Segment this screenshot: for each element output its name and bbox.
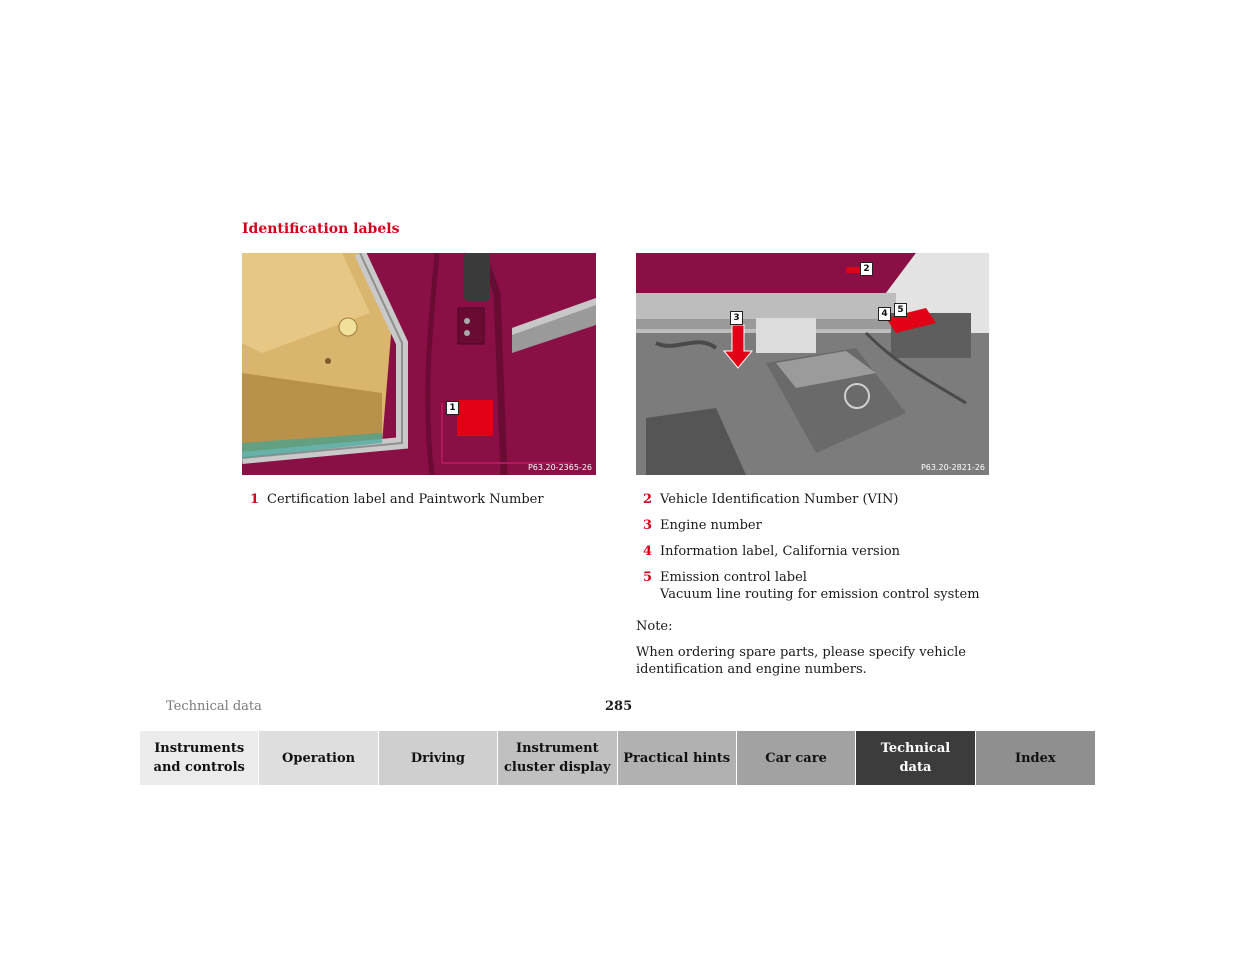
figure-code-right: P63.20-2821-26 bbox=[920, 463, 985, 472]
note-label: Note: bbox=[636, 619, 673, 634]
figure-code-left: P63.20-2365-26 bbox=[527, 463, 592, 472]
legend-text: Engine number bbox=[660, 518, 762, 533]
engine-bay-illustration bbox=[636, 253, 989, 475]
tab-operation[interactable]: Operation bbox=[259, 731, 378, 785]
legend-number: 3 bbox=[643, 518, 653, 533]
door-pillar-drawing bbox=[242, 253, 596, 475]
tab-car-care[interactable]: Car care bbox=[737, 731, 856, 785]
legend-item bbox=[636, 491, 996, 508]
callout-4: 4 bbox=[878, 307, 891, 321]
legend-right bbox=[636, 491, 996, 612]
door-pillar-illustration bbox=[242, 253, 596, 475]
section-title: Identification labels bbox=[242, 221, 400, 237]
legend-left bbox=[243, 491, 544, 508]
legend-item bbox=[636, 543, 996, 560]
callout-3: 3 bbox=[730, 311, 743, 325]
legend-text: Vehicle Identification Number (VIN) bbox=[660, 492, 899, 507]
legend-item bbox=[636, 517, 996, 534]
legend-subtext: Vacuum line routing for emission control system bbox=[660, 587, 980, 602]
tab-index[interactable]: Index bbox=[976, 731, 1095, 785]
chapter-navigation bbox=[140, 731, 1095, 785]
legend-number: 5 bbox=[643, 570, 653, 585]
certification-label-area bbox=[457, 400, 493, 436]
footer-section-name: Technical data bbox=[166, 699, 262, 714]
engine-bay-drawing bbox=[636, 253, 989, 475]
legend-text: Emission control label bbox=[660, 570, 807, 585]
legend-text: Information label, California version bbox=[660, 544, 901, 559]
callout-2: 2 bbox=[860, 262, 873, 276]
legend-item bbox=[243, 491, 544, 508]
legend-number: 4 bbox=[643, 544, 653, 559]
tab-practical-hints[interactable]: Practical hints bbox=[618, 731, 737, 785]
callout-1: 1 bbox=[446, 401, 459, 415]
tab-instrument-cluster-display[interactable]: Instrument cluster display bbox=[498, 731, 617, 785]
page-number: 285 bbox=[605, 699, 633, 714]
tab-technical-data[interactable]: Technical data bbox=[856, 731, 975, 785]
note-text: When ordering spare parts, please specify vehicle identification and engine numbers. bbox=[636, 645, 966, 677]
legend-number: 1 bbox=[250, 492, 260, 507]
legend-text: Certification label and Paintwork Number bbox=[267, 492, 544, 507]
legend-number: 2 bbox=[643, 492, 653, 507]
tab-instruments-and-controls[interactable]: Instruments and controls bbox=[140, 731, 259, 785]
legend-item bbox=[636, 569, 996, 603]
callout-5: 5 bbox=[894, 303, 907, 317]
tab-driving[interactable]: Driving bbox=[379, 731, 498, 785]
